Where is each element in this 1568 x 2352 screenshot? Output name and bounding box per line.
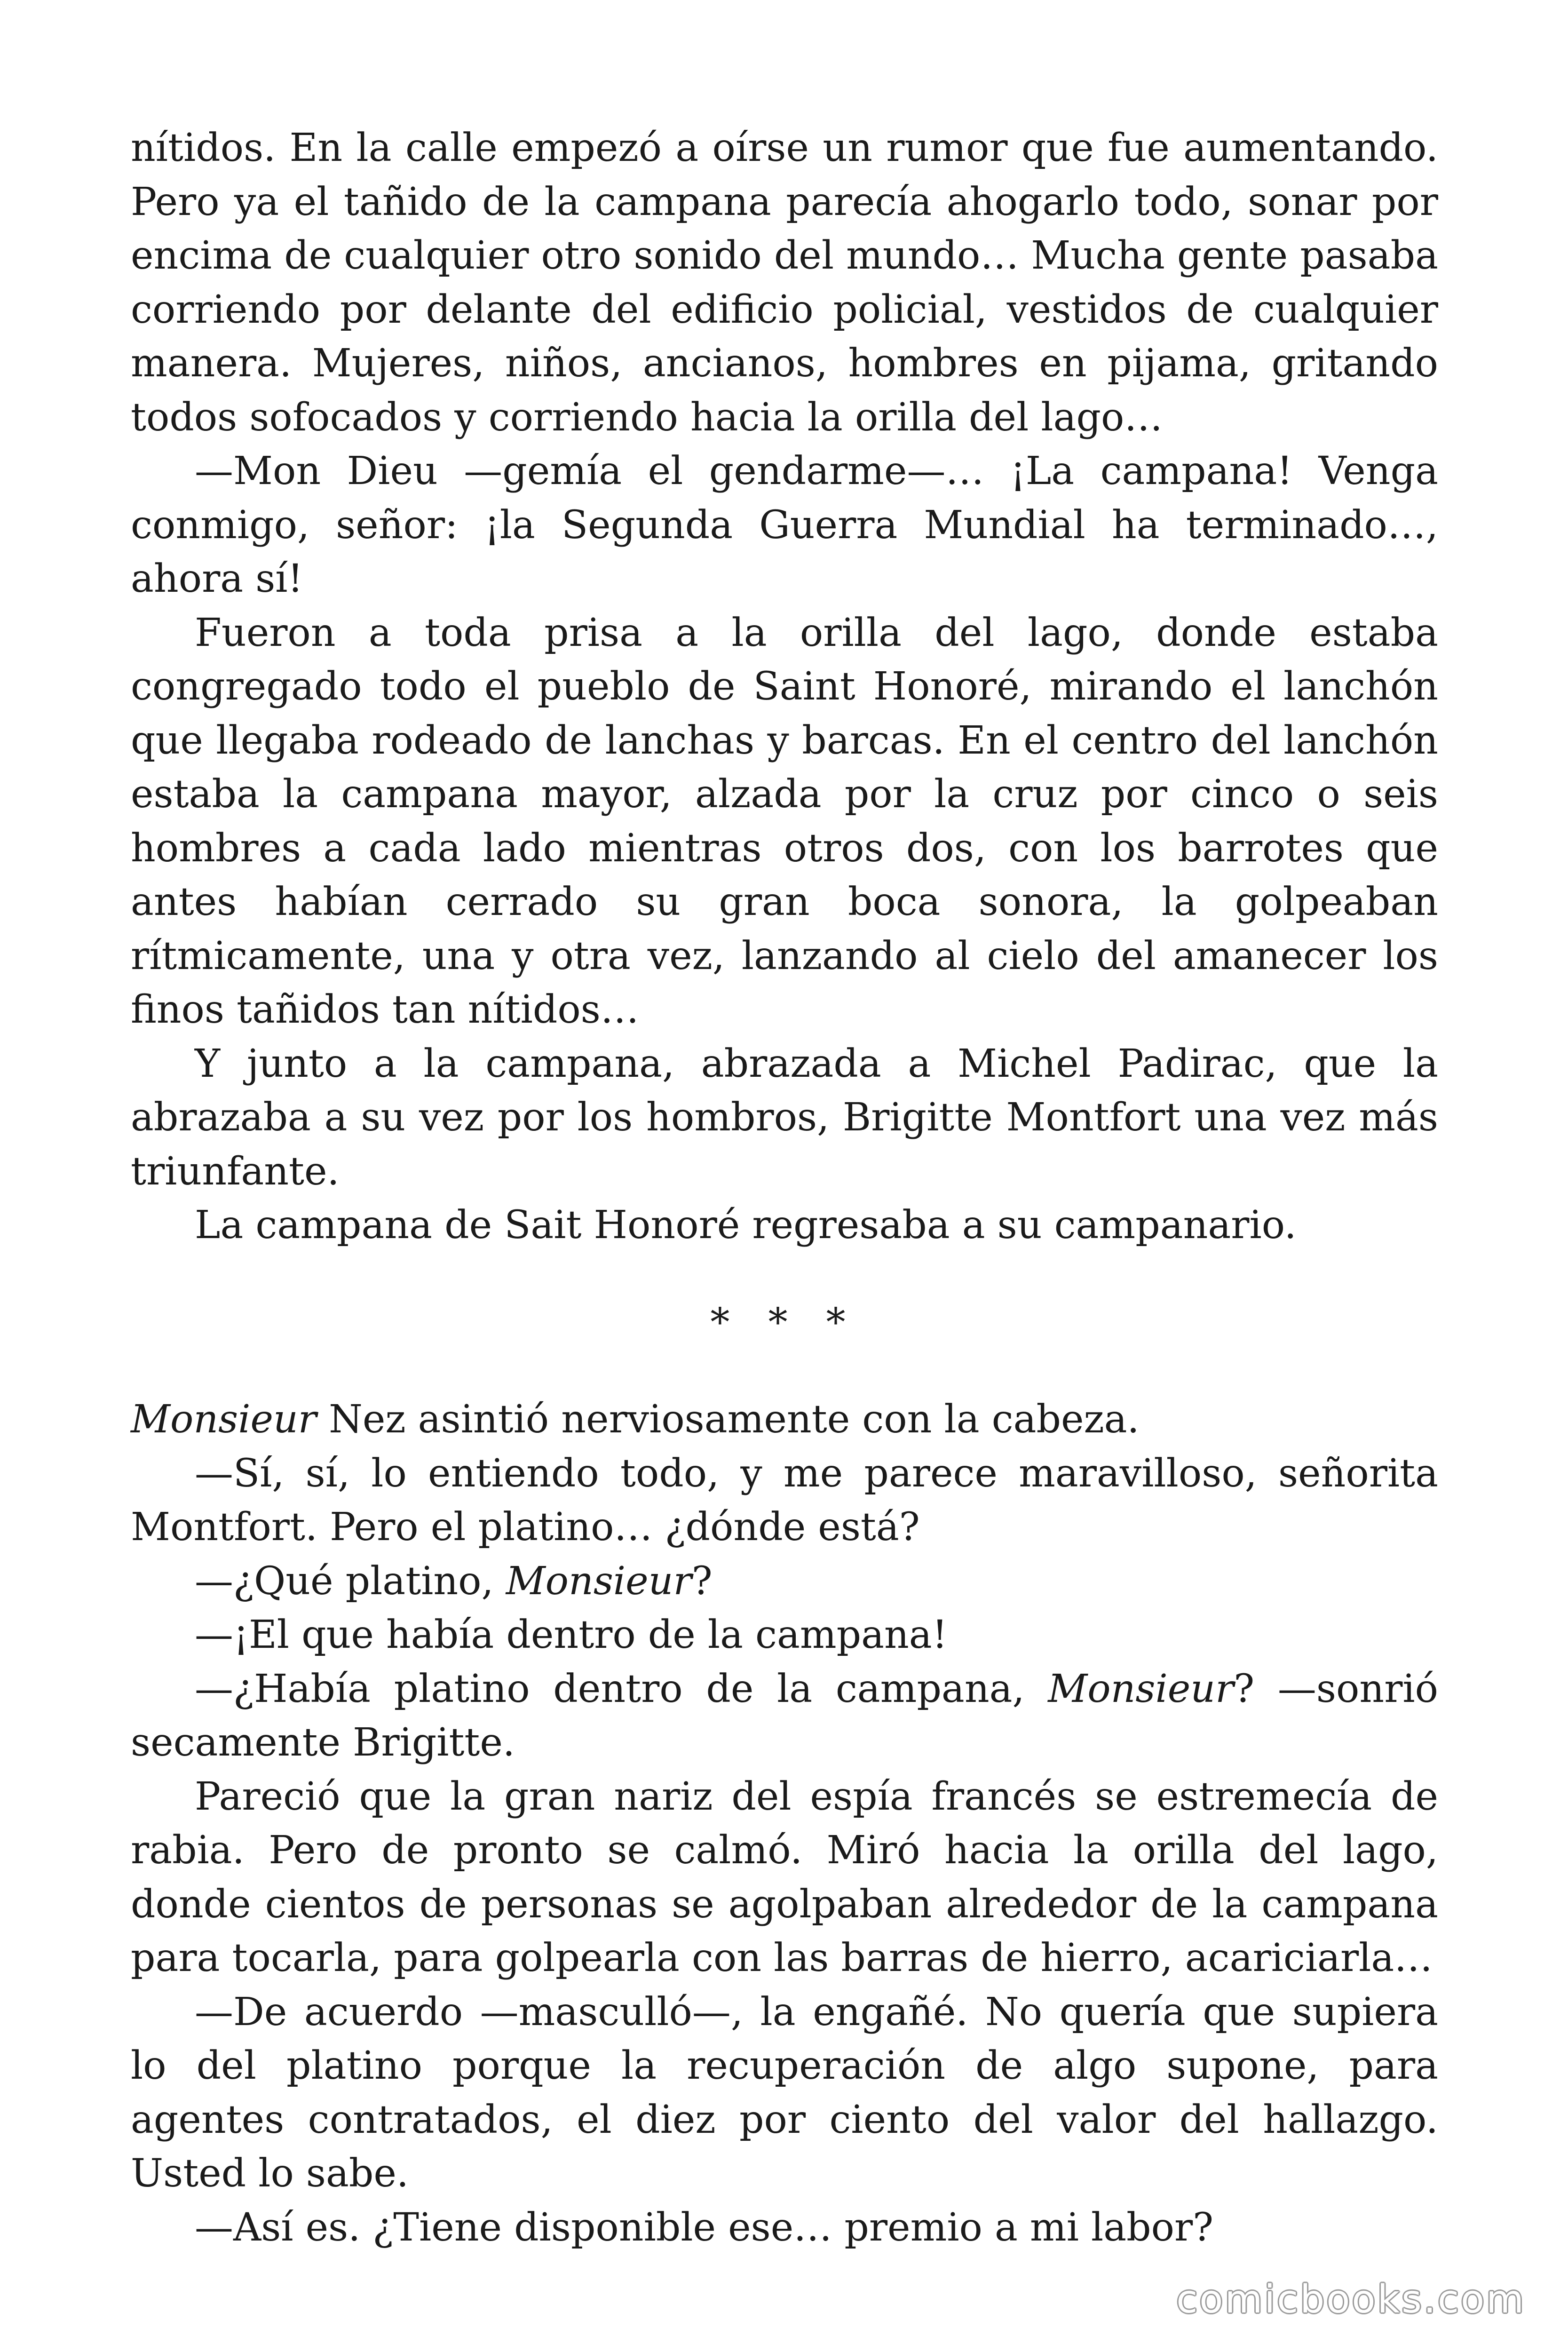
paragraph-11: Pareció que la gran nariz del espía francés se estremecía de rabia. Pero de pronto se calmó. Miró hacia la orilla del lago, donde cientos de personas se agolpaban alrededor de la campana para tocarla, para golpearla con las barras de hierro, acariciarla… (131, 1774, 1438, 1980)
paragraph-7: —Sí, sí, lo entiendo todo, y me parece maravilloso, señorita Montfort. Pero el platino… ¿dónde está? (131, 1451, 1438, 1549)
paragraph-5: La campana de Sait Honoré regresaba a su campanario. (195, 1203, 1297, 1248)
paragraph-6-rest: Nez asintió nerviosamente con la cabeza. (317, 1397, 1140, 1442)
paragraph-3: Fueron a toda prisa a la orilla del lago, donde estaba congregado todo el pueblo de Saint Honoré, mirando el lanchón que llegaba rodeado de lanchas y barcas. En el centro del lanchón estaba la campana mayor, alzada por la cruz por cinco o seis hombres a cada lado mientras otros dos, con los barrotes que antes habían cerrado su gran boca sonora, la golpeaban rítmicamente, una y otra vez, lanzando al cielo del amanecer los finos tañidos tan nítidos… (131, 610, 1438, 1032)
paragraph-2: —Mon Dieu —gemía el gendarme—… ¡La campana! Venga conmigo, señor: ¡la Segunda Guerra Mundial ha terminado…, ahora sí! (131, 449, 1438, 601)
italic-word: Monsieur (1048, 1666, 1234, 1711)
page-text (131, 121, 1438, 2255)
watermark-logo: comicbooks.com (1176, 2277, 1526, 2322)
paragraph-10 (131, 1662, 1438, 1770)
paragraph-12: —De acuerdo —masculló—, la engañé. No quería que supiera lo del platino porque la recuperación de algo supone, para agentes contratados, el diez por ciento del valor del hallazgo. Usted lo sabe. (131, 1989, 1438, 2196)
italic-word: Monsieur (131, 1397, 317, 1442)
italic-word: Monsieur (506, 1558, 692, 1604)
paragraph-9: —¡El que había dentro de la campana! (195, 1613, 948, 1657)
paragraph-1: nítidos. En la calle empezó a oírse un rumor que fue aumentando. Pero ya el tañido de la campana parecía ahogarlo todo, sonar por encima de cualquier otro sonido del mundo… Mucha gente pasaba corriendo por delante del edificio policial, vestidos de cualquier manera. Mujeres, niños, ancianos, hombres en pijama, gritando todos sofocados y corriendo hacia la orilla del lago… (131, 126, 1438, 440)
paragraph-4: Y junto a la campana, abrazada a Michel Padirac, que la abrazaba a su vez por los hombros, Brigitte Montfort una vez más triunfante. (131, 1041, 1438, 1194)
paragraph-13: —Así es. ¿Tiene disponible ese… premio a mi labor? (195, 2205, 1214, 2250)
paragraph-6 (131, 1393, 1438, 1447)
paragraph-8-before: —¿Qué platino, (195, 1558, 506, 1604)
paragraph-8 (131, 1555, 1438, 1609)
paragraph-10-after: ? —sonrió secamente Brigitte. (131, 1666, 1438, 1765)
section-separator: * * * (710, 1300, 859, 1345)
paragraph-10-before: —¿Había platino dentro de la campana, (195, 1666, 1048, 1711)
paragraph-8-after: ? (691, 1558, 713, 1604)
